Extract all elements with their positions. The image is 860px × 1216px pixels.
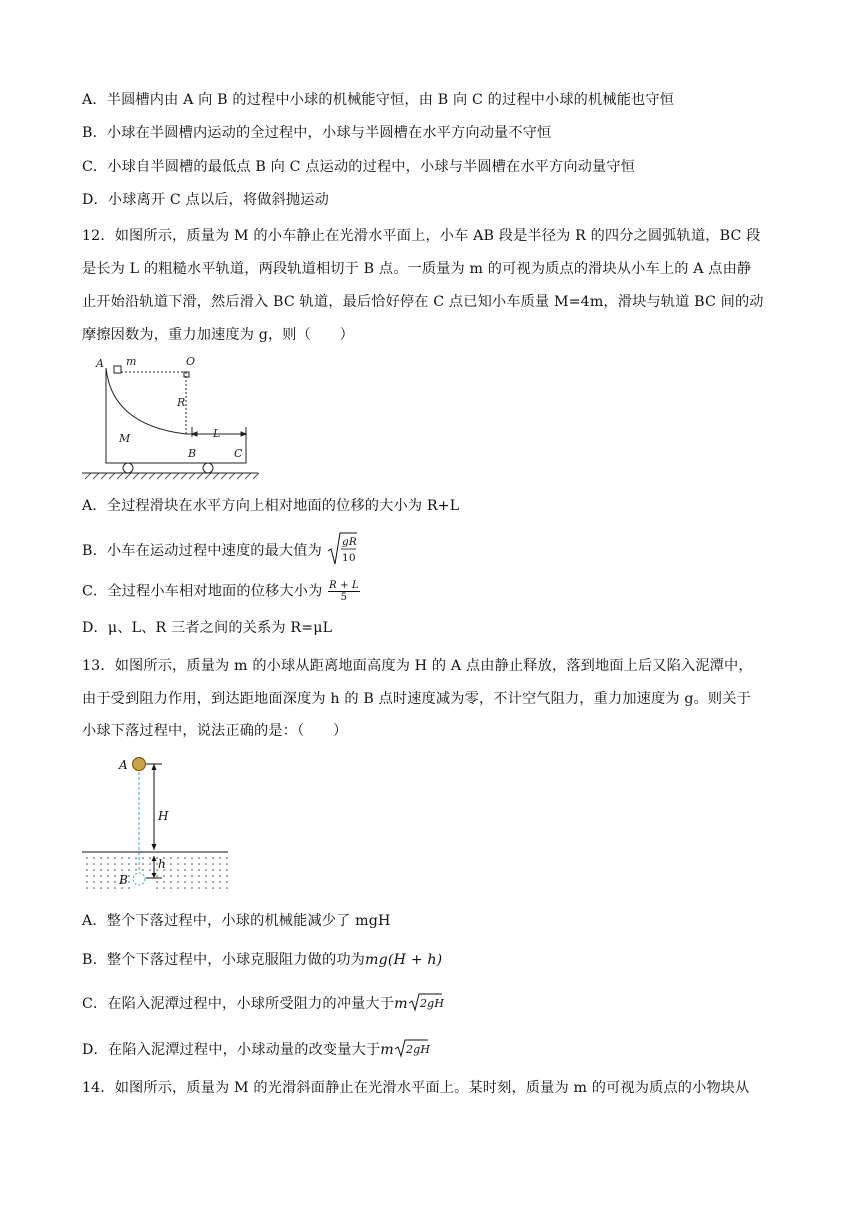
q12-stem-line-2: 是长为 L 的粗糙水平轨道，两段轨道相切于 B 点。一质量为 m 的可视为质点的滑块从小车上的 A 点由静 bbox=[82, 261, 752, 277]
q12-option-a: A．全过程滑块在水平方向上相对地面的位移的大小为 R+L bbox=[82, 498, 460, 514]
q12-option-b-sqrt bbox=[327, 531, 357, 567]
q13-option-d-text: D．在陷入泥潭过程中，小球动量的改变量大于 bbox=[82, 1042, 381, 1058]
q12-option-c-fraction bbox=[328, 580, 360, 603]
q14-stem-line-1: 14．如图所示，质量为 M 的光滑斜面静止在光滑水平面上。某时刻，质量为 m 的可视为质点的小物块从 bbox=[82, 1080, 750, 1096]
q12-c-denominator: 5 bbox=[340, 592, 348, 603]
q12-option-c-text: C．全过程小车相对地面的位移大小为 bbox=[82, 583, 323, 600]
q11-option-c: C．小球自半圆槽的最低点 B 向 C 点运动的过程中，小球与半圆槽在水平方向动量守恒 bbox=[82, 159, 636, 175]
q12-stem-line-3: 止开始沿轨道下滑，然后滑入 BC 轨道，最后恰好停在 C 点已知小车质量 M=4m，滑块与轨道 BC 间的动 bbox=[82, 294, 764, 310]
q13-stem-line-1: 13．如图所示，质量为 m 的小球从距离地面高度为 H 的 A 点由静止释放，落到地面上后又陷入泥潭中， bbox=[82, 658, 753, 674]
q13-option-d-sqrt bbox=[394, 1038, 428, 1058]
q11-option-a: A．半圆槽内由 A 向 B 的过程中小球的机械能守恒，由 B 向 C 的过程中小球的机械能也守恒 bbox=[82, 92, 675, 108]
q13-option-c bbox=[82, 994, 442, 1014]
q13-option-c-sqrt bbox=[408, 992, 442, 1012]
label-r: R bbox=[177, 396, 186, 409]
q12-option-d: D．μ、L、R 三者之间的关系为 R=μL bbox=[82, 620, 333, 636]
q13-option-b-math: mg(H + h) bbox=[365, 952, 443, 968]
q12-c-numerator: R + L bbox=[329, 580, 359, 591]
label-c: C bbox=[234, 447, 243, 460]
q11-option-b: B．小球在半圆槽内运动的全过程中，小球与半圆槽在水平方向动量不守恒 bbox=[82, 125, 552, 141]
q13-d-radicand: 2gH bbox=[405, 1043, 430, 1056]
q13-option-c-m: m bbox=[394, 996, 408, 1012]
left-wheel bbox=[123, 463, 133, 473]
label-big-h: H bbox=[158, 809, 169, 823]
q13-option-d-m: m bbox=[380, 1042, 394, 1058]
mud-area bbox=[86, 857, 228, 889]
q12-option-b bbox=[82, 533, 357, 569]
q13-ball-figure bbox=[82, 752, 232, 894]
cart-outline bbox=[106, 368, 246, 463]
ball-at-b-icon bbox=[133, 873, 145, 885]
label-cart-mass: M bbox=[119, 432, 131, 445]
q13-option-b-text: B．整个下落过程中，小球克服阻力做的功为 bbox=[82, 952, 365, 968]
q12-stem-line-4: 摩擦因数为，重力加速度为 g，则（ ） bbox=[82, 327, 354, 343]
label-b: B bbox=[119, 873, 128, 887]
label-a: A bbox=[96, 357, 104, 370]
label-o: O bbox=[186, 355, 196, 368]
q13-c-radicand: 2gH bbox=[419, 997, 444, 1010]
q12-b-numerator: gR bbox=[341, 536, 357, 548]
q12-b-denominator: 10 bbox=[341, 552, 356, 564]
q12-option-c bbox=[82, 580, 360, 603]
ground-hatching bbox=[85, 473, 259, 479]
label-l: L bbox=[213, 427, 221, 440]
q11-option-d: D．小球离开 C 点以后，将做斜抛运动 bbox=[82, 192, 329, 208]
label-m: m bbox=[126, 355, 137, 368]
q12-stem-line-1: 12．如图所示，质量为 M 的小车静止在光滑水平面上，小车 AB 段是半径为 R 的四分之圆弧轨道，BC 段 bbox=[82, 228, 761, 244]
q13-option-d bbox=[82, 1040, 428, 1060]
q12-option-b-text: B．小车在运动过程中速度的最大值为 bbox=[82, 543, 322, 559]
label-b: B bbox=[188, 447, 197, 460]
slider-block bbox=[114, 366, 121, 373]
q13-option-b bbox=[82, 950, 442, 970]
q13-stem-line-3: 小球下落过程中，说法正确的是：（ ） bbox=[82, 723, 348, 739]
right-wheel bbox=[203, 463, 213, 473]
q13-stem-line-2: 由于受到阻力作用，到达距地面深度为 h 的 B 点时速度减为零，不计空气阻力，重力加速度为 g。则关于 bbox=[82, 691, 751, 707]
label-small-h: h bbox=[158, 857, 166, 871]
q13-option-a: A．整个下落过程中，小球的机械能减少了 mgH bbox=[82, 913, 391, 929]
q12-cart-figure bbox=[82, 355, 262, 480]
q13-option-c-text: C．在陷入泥潭过程中，小球所受阻力的冲量大于 bbox=[82, 996, 395, 1012]
ball-icon bbox=[133, 758, 146, 771]
label-a: A bbox=[119, 758, 128, 772]
